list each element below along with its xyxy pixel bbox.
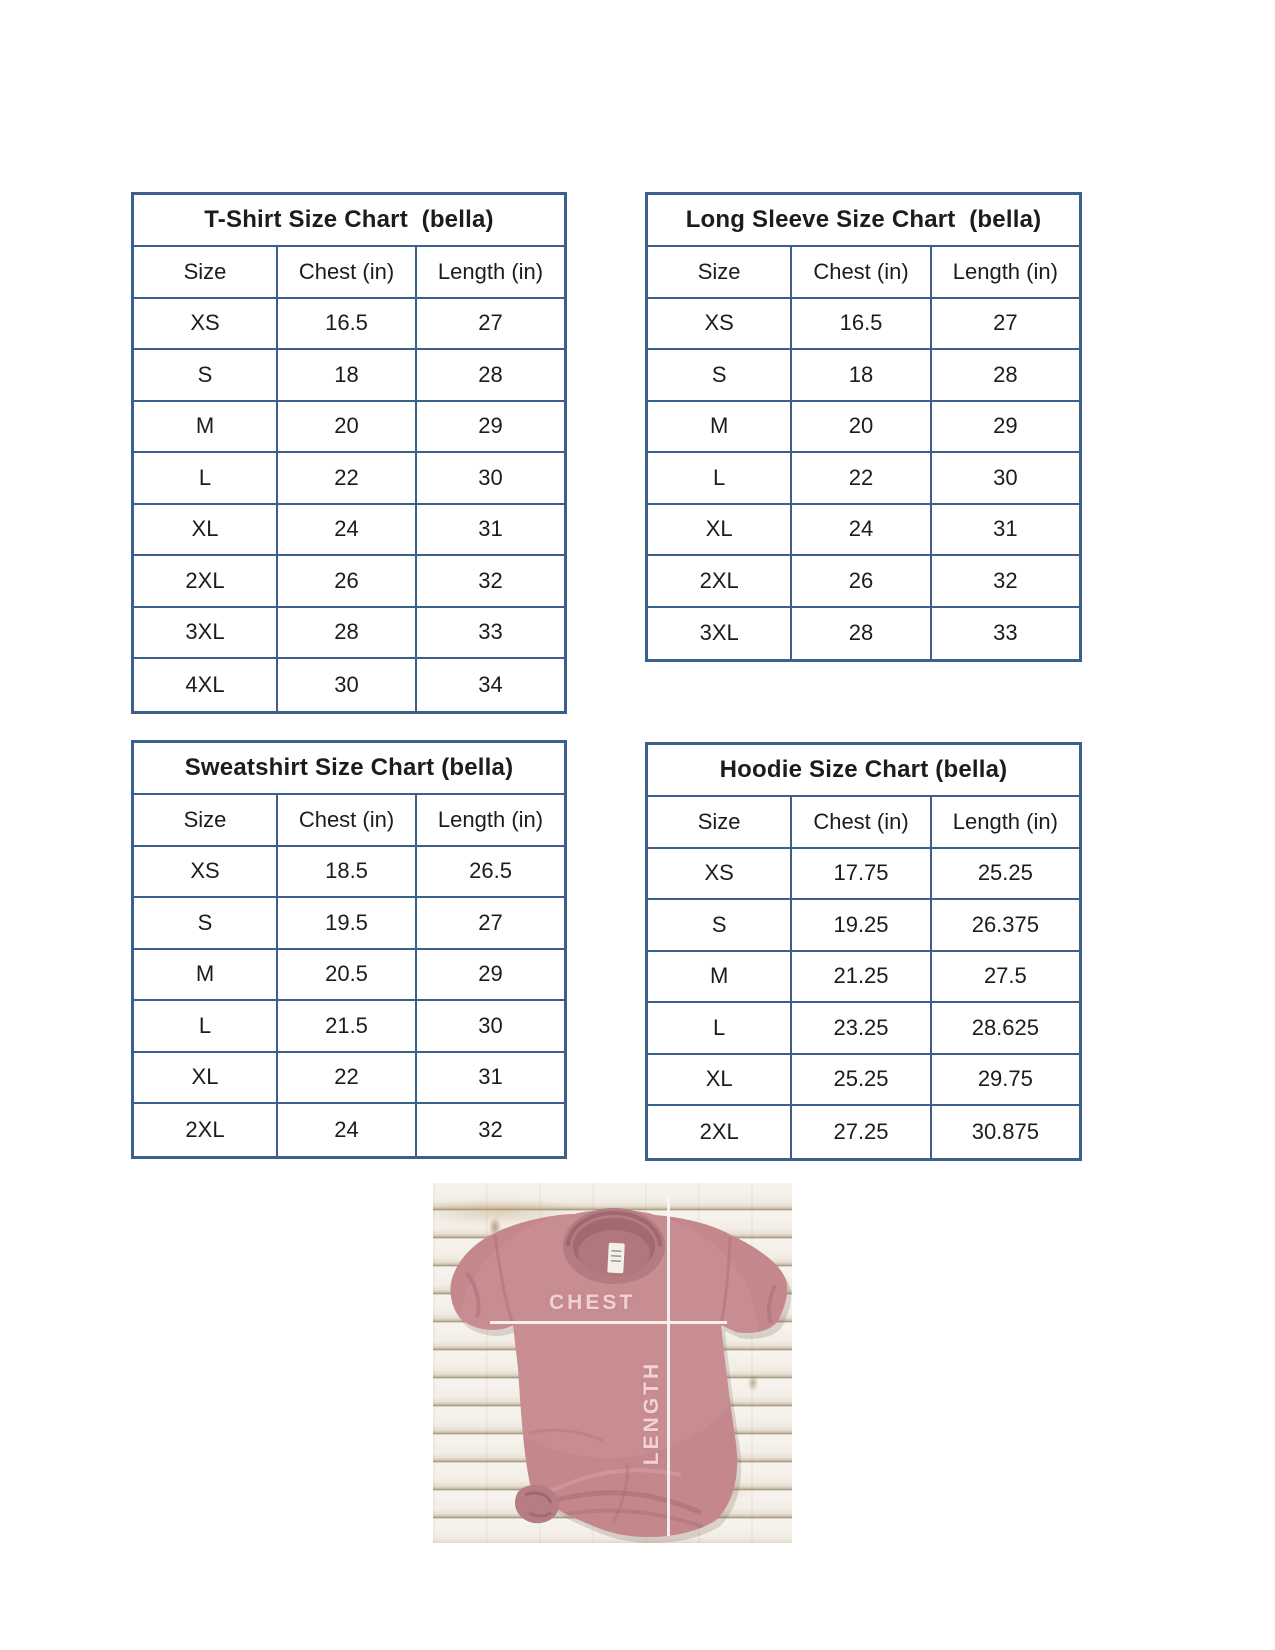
size-cell: L (648, 453, 792, 505)
measurement-cell: 33 (932, 608, 1079, 660)
measurement-cell: 30 (417, 1001, 564, 1053)
size-cell: 3XL (134, 608, 278, 660)
table-grid (648, 247, 1079, 659)
measurement-cell: 26 (792, 556, 931, 608)
measurement-cell: 18 (792, 350, 931, 402)
measurement-cell: 24 (278, 505, 417, 557)
measurement-cell: 18.5 (278, 847, 417, 899)
measurement-cell: 31 (417, 1053, 564, 1105)
measurement-cell: 30 (932, 453, 1079, 505)
measurement-cell: 29 (932, 402, 1079, 454)
measurement-cell: 28 (932, 350, 1079, 402)
size-cell: 2XL (648, 556, 792, 608)
chest-measurement-line (490, 1321, 727, 1324)
column-header: Length (in) (932, 797, 1079, 849)
size-cell: 3XL (648, 608, 792, 660)
measurement-cell: 27 (417, 299, 564, 351)
size-cell: S (134, 898, 278, 950)
measurement-cell: 27 (932, 299, 1079, 351)
measurement-cell: 16.5 (278, 299, 417, 351)
table-title: Sweatshirt Size Chart (bella) (134, 743, 564, 795)
measurement-cell: 29 (417, 950, 564, 1002)
measurement-cell: 32 (417, 1104, 564, 1156)
size-cell: M (134, 950, 278, 1002)
size-cell: M (648, 402, 792, 454)
size-cell: 2XL (648, 1106, 792, 1158)
measurement-cell: 25.25 (932, 849, 1079, 901)
table-grid (134, 247, 564, 711)
measurement-cell: 24 (278, 1104, 417, 1156)
sweatshirt-size-table (131, 740, 567, 1159)
size-cell: 4XL (134, 659, 278, 711)
column-header: Size (648, 797, 792, 849)
table-title: Long Sleeve Size Chart (bella) (648, 195, 1079, 247)
size-cell: S (648, 900, 792, 952)
measurement-cell: 24 (792, 505, 931, 557)
column-header: Length (in) (417, 247, 564, 299)
measurement-cell: 28 (417, 350, 564, 402)
column-header: Chest (in) (792, 797, 931, 849)
shirt-collar (568, 1213, 660, 1279)
size-cell: XL (648, 505, 792, 557)
table-title: T-Shirt Size Chart (bella) (134, 195, 564, 247)
measurement-cell: 27.5 (932, 952, 1079, 1004)
measurement-cell: 29 (417, 402, 564, 454)
size-cell: S (134, 350, 278, 402)
measurement-cell: 30 (417, 453, 564, 505)
measurement-cell: 19.25 (792, 900, 931, 952)
tshirt-size-table (131, 192, 567, 714)
table-grid (648, 797, 1079, 1158)
table-title: Hoodie Size Chart (bella) (648, 745, 1079, 797)
measurement-cell: 20 (792, 402, 931, 454)
size-cell: XS (134, 847, 278, 899)
measurement-cell: 30.875 (932, 1106, 1079, 1158)
size-cell: XS (648, 849, 792, 901)
measurement-cell: 29.75 (932, 1055, 1079, 1107)
size-cell: L (134, 1001, 278, 1053)
long-sleeve-size-table (645, 192, 1082, 662)
column-header: Size (134, 247, 278, 299)
measurement-cell: 31 (932, 505, 1079, 557)
size-cell: M (134, 402, 278, 454)
measurement-cell: 22 (278, 453, 417, 505)
measurement-cell: 18 (278, 350, 417, 402)
measurement-cell: 20 (278, 402, 417, 454)
measurement-cell: 32 (932, 556, 1079, 608)
column-header: Size (134, 795, 278, 847)
length-measurement-line (667, 1195, 670, 1536)
column-header: Chest (in) (278, 795, 417, 847)
measurement-cell: 21.5 (278, 1001, 417, 1053)
chest-label: CHEST (549, 1291, 636, 1314)
table-grid (134, 795, 564, 1156)
measurement-cell: 25.25 (792, 1055, 931, 1107)
measurement-cell: 26.375 (932, 900, 1079, 952)
measurement-cell: 22 (792, 453, 931, 505)
tshirt-illustration (433, 1183, 792, 1543)
column-header: Size (648, 247, 792, 299)
measurement-cell: 32 (417, 556, 564, 608)
length-label: LENGTH (640, 1360, 663, 1466)
size-cell: L (648, 1003, 792, 1055)
measurement-cell: 16.5 (792, 299, 931, 351)
size-cell: XL (134, 1053, 278, 1105)
size-cell: 2XL (134, 556, 278, 608)
column-header: Length (in) (417, 795, 564, 847)
hoodie-size-table (645, 742, 1082, 1161)
measurement-cell: 23.25 (792, 1003, 931, 1055)
size-cell: XS (648, 299, 792, 351)
tshirt-measurement-photo (433, 1183, 792, 1543)
measurement-cell: 17.75 (792, 849, 931, 901)
size-cell: L (134, 453, 278, 505)
measurement-cell: 20.5 (278, 950, 417, 1002)
measurement-cell: 26.5 (417, 847, 564, 899)
measurement-cell: 27 (417, 898, 564, 950)
measurement-cell: 28.625 (932, 1003, 1079, 1055)
measurement-cell: 19.5 (278, 898, 417, 950)
measurement-cell: 22 (278, 1053, 417, 1105)
measurement-cell: 21.25 (792, 952, 931, 1004)
measurement-cell: 31 (417, 505, 564, 557)
size-cell: M (648, 952, 792, 1004)
shirt-neck-tag (607, 1243, 625, 1274)
size-cell: 2XL (134, 1104, 278, 1156)
measurement-cell: 30 (278, 659, 417, 711)
column-header: Chest (in) (792, 247, 931, 299)
measurement-cell: 33 (417, 608, 564, 660)
measurement-cell: 34 (417, 659, 564, 711)
size-cell: XS (134, 299, 278, 351)
measurement-cell: 26 (278, 556, 417, 608)
size-cell: XL (648, 1055, 792, 1107)
measurement-cell: 28 (278, 608, 417, 660)
size-cell: S (648, 350, 792, 402)
measurement-cell: 28 (792, 608, 931, 660)
size-cell: XL (134, 505, 278, 557)
measurement-cell: 27.25 (792, 1106, 931, 1158)
column-header: Length (in) (932, 247, 1079, 299)
column-header: Chest (in) (278, 247, 417, 299)
